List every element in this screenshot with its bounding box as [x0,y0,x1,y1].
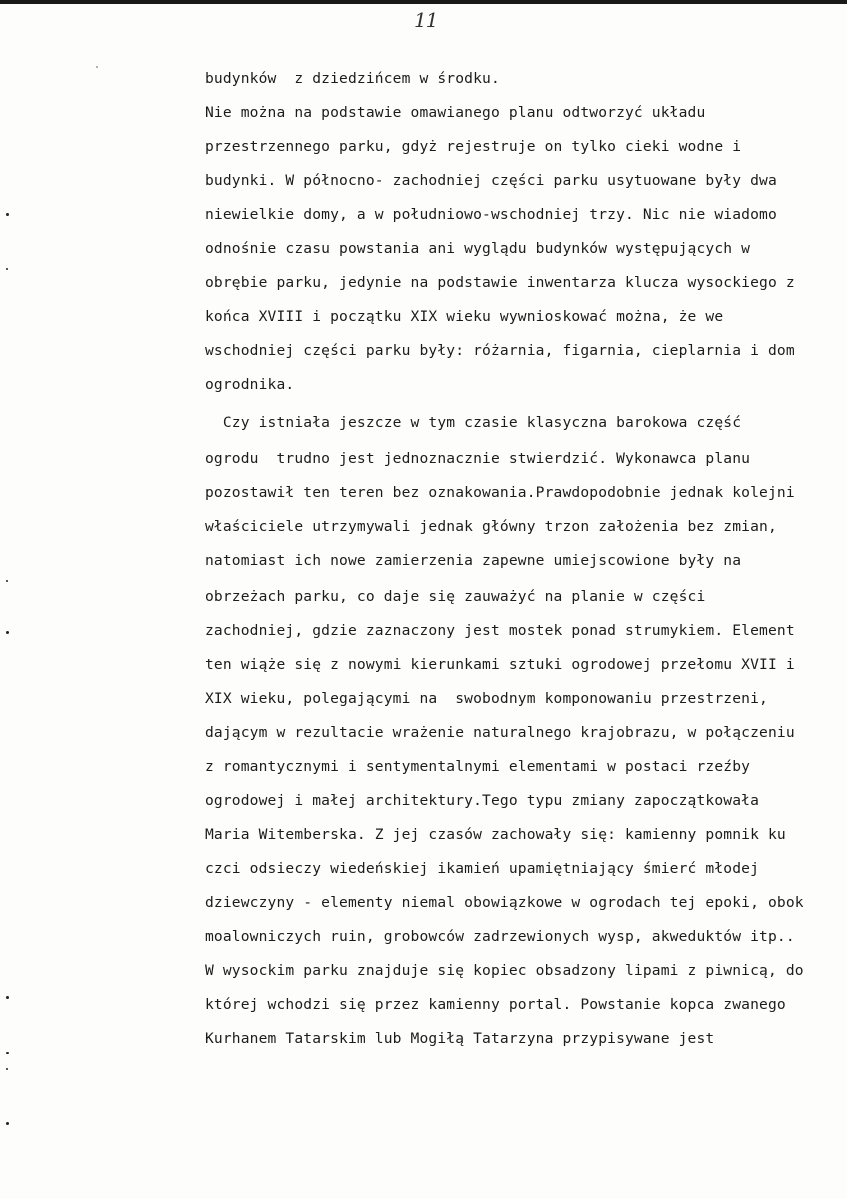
text-line: XIX wieku, polegającymi na swobodnym komponowaniu przestrzeni, [205,690,768,707]
scan-speck [6,1122,9,1125]
text-line: z romantycznymi i sentymentalnymi elementami w postaci rzeźby [205,758,751,775]
text-line: końca XVIII i początku XIX wieku wywnioskować można, że we [205,308,724,325]
text-line: właściciele utrzymywali jednak główny trzon założenia bez zmian, [205,518,777,535]
text-line: ogrodnika. [205,376,295,393]
text-line: Maria Witemberska. Z jej czasów zachowały się: kamienny pomnik ku [205,826,786,843]
text-line: obrzeżach parku, co daje się zauważyć na planie w części [205,588,706,605]
page-number: 11 [414,8,438,32]
text-line: dającym w rezultacie wrażenie naturalnego krajobrazu, w połączeniu [205,724,795,741]
text-line: czci odsieczy wiedeńskiej ikamień upamiętniający śmierć młodej [205,860,760,877]
scan-speck [6,1068,8,1070]
scan-speck [6,213,9,216]
text-line: natomiast ich nowe zamierzenia zapewne umiejscowione były na [205,552,742,569]
scan-speck [96,66,98,68]
text-line: ten wiąże się z nowymi kierunkami sztuki ogrodowej przełomu XVII i [205,656,795,673]
text-line: przestrzennego parku, gdyż rejestruje on tylko cieki wodne i [205,138,742,155]
text-line: Nie można na podstawie omawianego planu odtworzyć układu [205,104,706,121]
text-line: Kurhanem Tatarskim lub Mogiłą Tatarzyna przypisywane jest [205,1030,715,1047]
text-line: pozostawił ten teren bez oznakowania.Prawdopodobnie jednak kolejni [205,484,795,501]
text-line: Czy istniała jeszcze w tym czasie klasyczna barokowa część [205,414,742,431]
scan-speck [6,268,8,270]
scan-speck [6,580,8,582]
text-line: ogrodu trudno jest jednoznacznie stwierdzić. Wykonawca planu [205,450,751,467]
scan-speck [6,1052,9,1054]
text-line: niewielkie domy, a w południowo-wschodniej trzy. Nic nie wiadomo [205,206,777,223]
text-line: zachodniej, gdzie zaznaczony jest mostek ponad strumykiem. Element [205,622,795,639]
text-line: budynki. W północno- zachodniej części parku usytuowane były dwa [205,172,777,189]
text-line: obrębie parku, jedynie na podstawie inwentarza klucza wysockiego z [205,274,795,291]
text-line: której wchodzi się przez kamienny portal. Powstanie kopca zwanego [205,996,786,1013]
text-line: budynków z dziedzińcem w środku. [205,70,500,87]
text-line: moalowniczych ruin, grobowców zadrzewionych wysp, akweduktów itp.. [205,928,795,945]
text-line: W wysockim parku znajduje się kopiec obsadzony lipami z piwnicą, do [205,962,804,979]
text-line: odnośnie czasu powstania ani wyglądu budynków występujących w [205,240,751,257]
scan-top-edge [0,0,847,4]
text-line: dziewczyny - elementy niemal obowiązkowe w ogrodach tej epoki, obok [205,894,804,911]
text-line: wschodniej części parku były: różarnia, figarnia, cieplarnia i dom [205,342,795,359]
scan-speck [6,996,9,999]
text-line: ogrodowej i małej architektury.Tego typu zmiany zapoczątkowała [205,792,760,809]
scan-speck [6,631,9,634]
